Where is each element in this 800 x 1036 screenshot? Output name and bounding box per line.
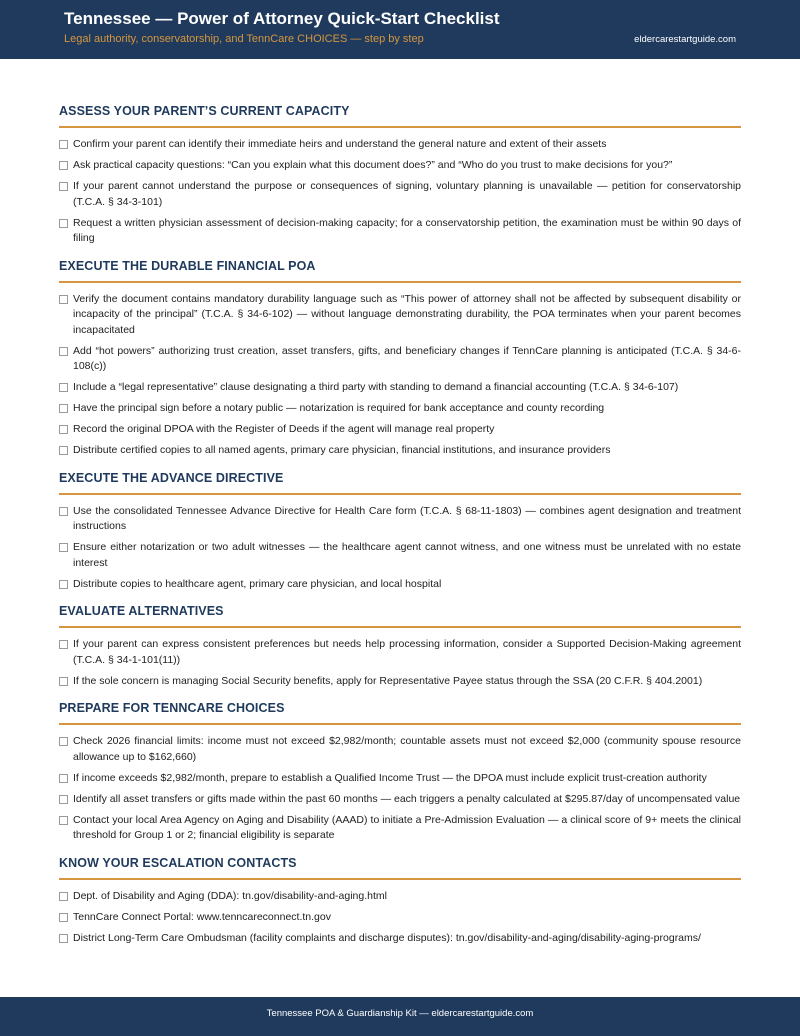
checklist-item (59, 292, 741, 339)
checklist-item (59, 158, 741, 174)
checklist-item-text: Distribute certified copies to all named agents, primary care physician, financial institutions, and insurance providers (73, 444, 611, 456)
checkbox-icon[interactable] (59, 425, 68, 434)
checklist-item (59, 734, 741, 765)
checklist-content (59, 104, 741, 958)
checklist-item (59, 577, 741, 593)
checklist-item-text: Identify all asset transfers or gifts made within the past 60 months — each triggers a penalty calculated at $295.87/day of uncompensated value (73, 792, 741, 805)
header-site-url: eldercarestartguide.com (634, 34, 736, 45)
checklist-item-text: Dept. of Disability and Aging (DDA): tn.gov/disability-and-aging.html (73, 889, 387, 902)
checklist-item (59, 813, 741, 844)
checklist-section (59, 604, 741, 689)
checklist-item (59, 889, 741, 905)
checklist-item-text: Distribute copies to healthcare agent, primary care physician, and local hospital (73, 577, 442, 590)
checkbox-icon[interactable] (59, 913, 68, 922)
checklist-item-text: If income exceeds $2,982/month, prepare to establish a Qualified Income Trust — the DPOA must include explicit trust-creation authority (73, 771, 707, 784)
checklist-item-text: Request a written physician assessment of decision-making capacity; for a conservatorship petition, the examination must be within 90 days of filing (73, 216, 741, 244)
checklist-item (59, 674, 741, 690)
checklist-item (59, 179, 741, 210)
checkbox-icon[interactable] (59, 677, 68, 686)
checklist-item-text: TennCare Connect Portal: www.tenncareconnect.tn.gov (73, 910, 331, 923)
checklist-item-text: Contact your local Area Agency on Aging and Disability (AAAD) to initiate a Pre-Admission Evaluation — a clinical score of 9+ meets the clinical threshold for Group 1 or 2; financial eligibility is separate (73, 813, 741, 841)
checklist-item (59, 540, 741, 571)
checklist-item (59, 344, 741, 375)
section-heading: ASSESS YOUR PARENT’S CURRENT CAPACITY (59, 104, 741, 128)
checkbox-icon[interactable] (59, 383, 68, 392)
section-heading: PREPARE FOR TENNCARE CHOICES (59, 701, 741, 725)
checklist-item (59, 380, 741, 396)
checklist-item (59, 443, 741, 459)
checklist-section (59, 701, 741, 844)
page-title: Tennessee — Power of Attorney Quick-Start Checklist (64, 9, 500, 28)
checkbox-icon[interactable] (59, 543, 68, 552)
checkbox-icon[interactable] (59, 446, 68, 455)
checklist-item-text: Check 2026 financial limits: income must not exceed $2,982/month; countable assets must not exceed $2,000 (community spouse resource allowance up to $162,660) (73, 735, 741, 763)
page-footer (0, 997, 800, 1036)
checkbox-icon[interactable] (59, 219, 68, 228)
checklist-item-text: Confirm your parent can identify their immediate heirs and understand the general nature and extent of their assets (73, 138, 607, 150)
checkbox-icon[interactable] (59, 182, 68, 191)
checklist-item-text: Add “hot powers” authorizing trust creation, asset transfers, gifts, and beneficiary changes if TennCare planning is anticipated (T.C.A. § 34-6-108(c)) (73, 344, 741, 372)
checkbox-icon[interactable] (59, 737, 68, 746)
checkbox-icon[interactable] (59, 774, 68, 783)
checklist-item (59, 931, 741, 947)
page-subtitle: Legal authority, conservatorship, and TennCare CHOICES — step by step (64, 33, 424, 45)
checklist-item-text: Ask practical capacity questions: “Can you explain what this document does?” and “Who do you trust to make decisions for you?” (73, 159, 673, 171)
checklist-item (59, 792, 741, 808)
checklist-item (59, 910, 741, 926)
checkbox-icon[interactable] (59, 404, 68, 413)
checklist-item (59, 771, 741, 787)
checklist-item-text: If your parent can express consistent preferences but needs help processing information, consider a Supported Decision-Making agreement (T.C.A. § 34-1-101(11)) (73, 638, 741, 666)
checklist-item-text: If your parent cannot understand the purpose or consequences of signing, voluntary planning is unavailable — petition for conservatorship (T.C.A. § 34-3-101) (73, 180, 741, 208)
checklist-item (59, 504, 741, 535)
checklist-section (59, 259, 741, 459)
footer-text: Tennessee POA & Guardianship Kit — eldercarestartguide.com (266, 1008, 534, 1019)
checkbox-icon[interactable] (59, 580, 68, 589)
checklist-item-text: District Long-Term Care Ombudsman (facility complaints and discharge disputes): tn.gov/disability-and-aging/disability-aging-programs/ (73, 931, 701, 944)
checkbox-icon[interactable] (59, 795, 68, 804)
checkbox-icon[interactable] (59, 934, 68, 943)
checkbox-icon[interactable] (59, 295, 68, 304)
checkbox-icon[interactable] (59, 892, 68, 901)
checkbox-icon[interactable] (59, 140, 68, 149)
checklist-item-text: Have the principal sign before a notary public — notarization is required for bank acceptance and county recording (73, 402, 605, 414)
checklist-item (59, 216, 741, 247)
checklist-item (59, 401, 741, 417)
checklist-item-text: If the sole concern is managing Social Security benefits, apply for Representative Payee status through the SSA (20 C.F.R. § 404.2001) (73, 674, 703, 687)
checklist-section (59, 104, 741, 247)
checklist-item-text: Ensure either notarization or two adult witnesses — the healthcare agent cannot witness, and one witness must be unrelated with no estate interest (73, 541, 741, 569)
section-heading: EVALUATE ALTERNATIVES (59, 604, 741, 628)
checklist-item-text: Verify the document contains mandatory durability language such as “This power of attorney shall not be affected by subsequent disability or incapacity of the principal” (T.C.A. § 34-6-102) — without language demonstrating durability, the POA terminates when your parent becomes incapacitated (73, 292, 741, 336)
checkbox-icon[interactable] (59, 507, 68, 516)
page-header (0, 0, 800, 59)
section-heading: KNOW YOUR ESCALATION CONTACTS (59, 856, 741, 880)
checkbox-icon[interactable] (59, 347, 68, 356)
checklist-item (59, 637, 741, 668)
checklist-item (59, 137, 741, 153)
section-heading: EXECUTE THE DURABLE FINANCIAL POA (59, 259, 741, 283)
checkbox-icon[interactable] (59, 640, 68, 649)
checklist-item (59, 422, 741, 438)
checkbox-icon[interactable] (59, 816, 68, 825)
checklist-item-text: Use the consolidated Tennessee Advance Directive for Health Care form (T.C.A. § 68-11-1803) — combines agent designation and treatment instructions (73, 504, 741, 532)
checklist-section (59, 471, 741, 593)
checklist-item-text: Record the original DPOA with the Register of Deeds if the agent will manage real property (73, 423, 495, 435)
checkbox-icon[interactable] (59, 161, 68, 170)
section-heading: EXECUTE THE ADVANCE DIRECTIVE (59, 471, 741, 495)
checklist-section (59, 856, 741, 947)
checklist-item-text: Include a “legal representative” clause designating a third party with standing to demand a financial accounting (T.C.A. § 34-6-107) (73, 381, 679, 393)
